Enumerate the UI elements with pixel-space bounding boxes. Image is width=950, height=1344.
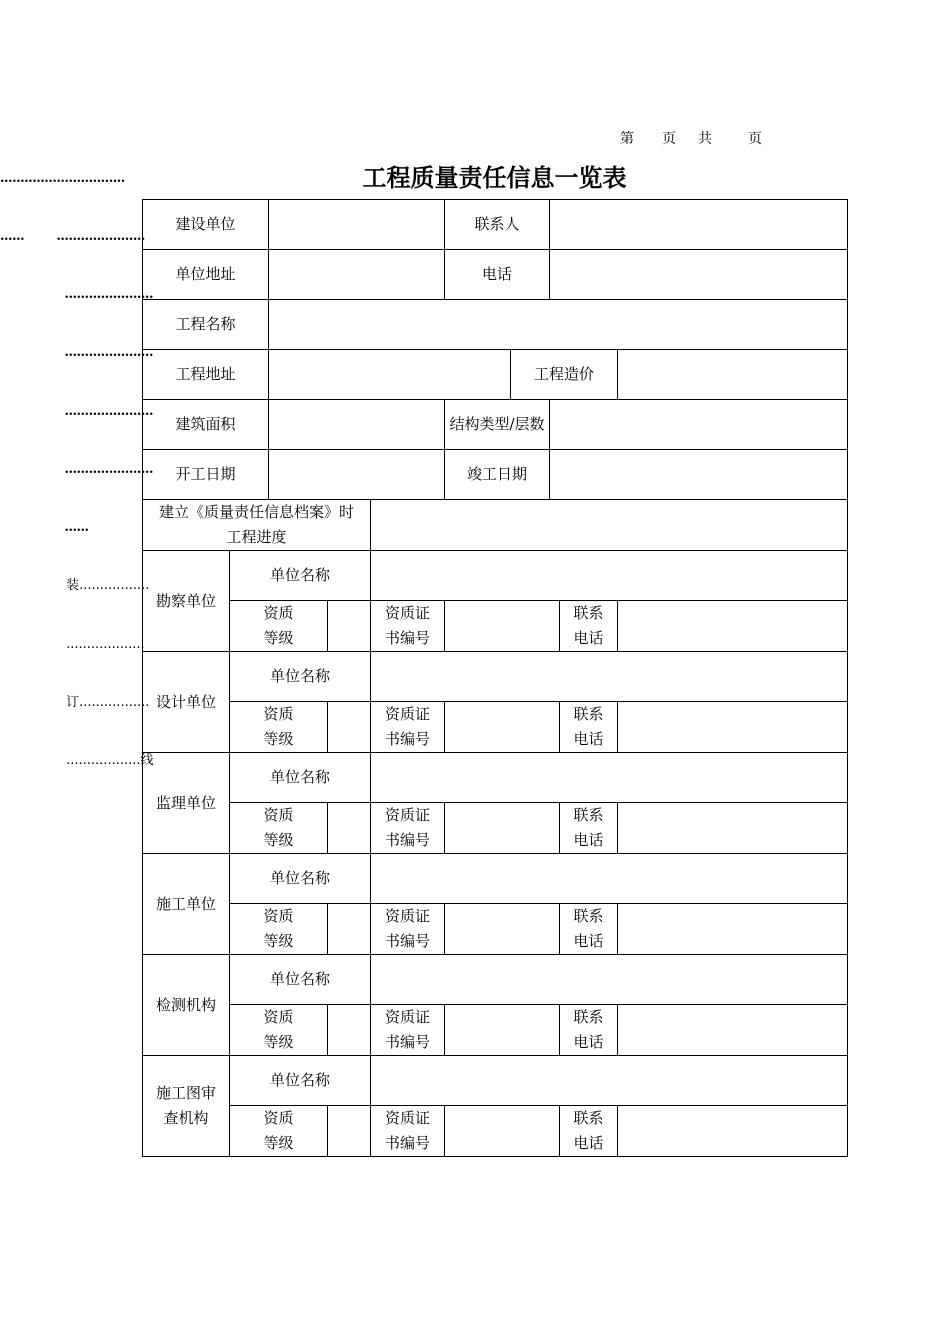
unit-name-value[interactable] — [371, 551, 848, 601]
qual-level-value[interactable] — [328, 904, 371, 955]
cert-no-line1: 资质证 — [385, 907, 431, 925]
building-area-value[interactable] — [269, 400, 445, 450]
unit-name-value[interactable] — [371, 753, 848, 803]
cert-no-line2: 书编号 — [385, 730, 431, 748]
cert-no-line2: 书编号 — [385, 629, 431, 647]
contact-phone-line2: 电话 — [573, 1033, 604, 1051]
org-name-line1: 施工单位 — [155, 894, 216, 913]
completion-date-label: 竣工日期 — [445, 450, 550, 500]
contact-phone-label — [560, 1005, 618, 1056]
unit-name-label: 单位名称 — [230, 854, 371, 904]
cert-no-line1: 资质证 — [385, 806, 431, 824]
contact-phone-value[interactable] — [618, 904, 848, 955]
org-name-construction — [143, 854, 230, 955]
start-date-value[interactable] — [269, 450, 445, 500]
unit-address-value[interactable] — [269, 250, 445, 300]
unit-name-value[interactable] — [371, 854, 848, 904]
contact-phone-line1: 联系 — [573, 1008, 604, 1026]
qual-level-value[interactable] — [328, 1005, 371, 1056]
contact-phone-value[interactable] — [618, 1005, 848, 1056]
unit-name-label: 单位名称 — [230, 1056, 371, 1106]
unit-name-value[interactable] — [371, 652, 848, 702]
qual-level-label — [230, 601, 328, 652]
qual-level-line1: 资质 — [263, 705, 294, 723]
qual-level-line1: 资质 — [263, 907, 294, 925]
qual-level-label — [230, 1106, 328, 1157]
qual-level-value[interactable] — [328, 601, 371, 652]
cert-no-label — [371, 702, 445, 753]
cert-no-value[interactable] — [445, 702, 560, 753]
org-name-design — [143, 652, 230, 753]
quality-info-table — [142, 199, 848, 1157]
qual-level-line2: 等级 — [263, 932, 294, 950]
binding-line: ...................... — [0, 287, 153, 303]
qual-level-line2: 等级 — [263, 1134, 294, 1152]
contact-phone-value[interactable] — [618, 702, 848, 753]
phone-value[interactable] — [550, 250, 848, 300]
cert-no-line2: 书编号 — [385, 932, 431, 950]
qual-level-line1: 资质 — [263, 604, 294, 622]
contact-phone-value[interactable] — [618, 601, 848, 652]
qual-level-line1: 资质 — [263, 806, 294, 824]
qual-level-label — [230, 803, 328, 854]
cert-no-line1: 资质证 — [385, 705, 431, 723]
unit-name-label: 单位名称 — [230, 551, 371, 601]
phone-label: 电话 — [445, 250, 550, 300]
cert-no-label — [371, 601, 445, 652]
contact-phone-label — [560, 904, 618, 955]
binding-line: ...... ...................... — [0, 229, 145, 245]
contact-phone-line1: 联系 — [573, 604, 604, 622]
unit-address-label: 单位地址 — [143, 250, 269, 300]
contact-phone-line1: 联系 — [573, 907, 604, 925]
org-name-supervision — [143, 753, 230, 854]
binding-line: ................... — [0, 636, 145, 652]
archive-progress-label-line2: 工程进度 — [226, 528, 287, 546]
contact-phone-line2: 电话 — [573, 629, 604, 647]
build-unit-value[interactable] — [269, 200, 445, 250]
structure-value[interactable] — [550, 400, 848, 450]
contact-phone-line2: 电话 — [573, 932, 604, 950]
qual-level-line2: 等级 — [263, 730, 294, 748]
org-name-line2: 查机构 — [163, 1109, 209, 1127]
qual-level-line2: 等级 — [263, 629, 294, 647]
binding-margin — [0, 130, 154, 790]
org-name-survey — [143, 551, 230, 652]
binding-line: ...................... — [0, 345, 153, 361]
archive-progress-value[interactable] — [371, 500, 848, 551]
unit-name-label: 单位名称 — [230, 652, 371, 702]
contact-label: 联系人 — [445, 200, 550, 250]
project-cost-label: 工程造价 — [511, 350, 618, 400]
org-name-drawing-review — [143, 1056, 230, 1157]
start-date-label: 开工日期 — [143, 450, 269, 500]
project-cost-value[interactable] — [618, 350, 848, 400]
project-name-label: 工程名称 — [143, 300, 269, 350]
qual-level-line2: 等级 — [263, 1033, 294, 1051]
page-number — [620, 128, 762, 148]
qual-level-line2: 等级 — [263, 831, 294, 849]
contact-phone-line1: 联系 — [573, 705, 604, 723]
cert-no-label — [371, 1005, 445, 1056]
contact-phone-line2: 电话 — [573, 1134, 604, 1152]
binding-line: ...................... — [0, 403, 153, 419]
project-address-value[interactable] — [269, 350, 511, 400]
org-name-line1: 检测机构 — [155, 995, 216, 1014]
structure-label: 结构类型/层数 — [445, 400, 550, 450]
unit-name-label: 单位名称 — [230, 955, 371, 1005]
org-name-line1: 施工图审 — [155, 1084, 216, 1102]
cert-no-label — [371, 904, 445, 955]
org-name-line1: 监理单位 — [155, 793, 216, 812]
org-name-line1: 设计单位 — [155, 692, 216, 711]
contact-phone-line2: 电话 — [573, 730, 604, 748]
unit-name-label: 单位名称 — [230, 753, 371, 803]
contact-phone-label — [560, 1106, 618, 1157]
qual-level-label — [230, 1005, 328, 1056]
contact-phone-value[interactable] — [618, 1106, 848, 1157]
org-name-testing — [143, 955, 230, 1056]
cert-no-label — [371, 803, 445, 854]
cert-no-value[interactable] — [445, 1106, 560, 1157]
qual-level-value[interactable] — [328, 803, 371, 854]
cert-no-label — [371, 1106, 445, 1157]
archive-progress-label — [143, 500, 371, 551]
project-address-label: 工程地址 — [143, 350, 269, 400]
binding-line-zhuang: 装................. — [0, 578, 150, 594]
cert-no-line1: 资质证 — [385, 604, 431, 622]
page-gong: 共 — [698, 131, 712, 147]
cert-no-value[interactable] — [445, 803, 560, 854]
contact-phone-label — [560, 803, 618, 854]
contact-phone-line1: 联系 — [573, 1109, 604, 1127]
binding-line: ............................... — [0, 170, 125, 186]
unit-name-value[interactable] — [371, 955, 848, 1005]
contact-value[interactable] — [550, 200, 848, 250]
org-name-line1: 勘察单位 — [155, 591, 216, 610]
contact-phone-value[interactable] — [618, 803, 848, 854]
cert-no-line2: 书编号 — [385, 1033, 431, 1051]
contact-phone-label — [560, 601, 618, 652]
page-title: 工程质量责任信息一览表 — [362, 164, 627, 192]
binding-line: ...................... — [0, 461, 153, 477]
completion-date-value[interactable] — [550, 450, 848, 500]
binding-line: ...... — [0, 520, 89, 536]
contact-phone-line1: 联系 — [573, 806, 604, 824]
contact-phone-line2: 电话 — [573, 831, 604, 849]
archive-progress-label-line1: 建立《质量责任信息档案》时 — [159, 503, 355, 521]
qual-level-value[interactable] — [328, 702, 371, 753]
cert-no-line2: 书编号 — [385, 831, 431, 849]
build-unit-label: 建设单位 — [143, 200, 269, 250]
cert-no-value[interactable] — [445, 1005, 560, 1056]
qual-level-label — [230, 904, 328, 955]
building-area-label: 建筑面积 — [143, 400, 269, 450]
page-ye: 页 — [662, 131, 676, 147]
cert-no-line1: 资质证 — [385, 1109, 431, 1127]
cert-no-value[interactable] — [445, 904, 560, 955]
cert-no-line2: 书编号 — [385, 1134, 431, 1152]
project-name-value[interactable] — [269, 300, 848, 350]
qual-level-line1: 资质 — [263, 1008, 294, 1026]
binding-line-xian: ..................线 — [0, 753, 154, 768]
qual-level-line1: 资质 — [263, 1109, 294, 1127]
binding-line-ding: 订................. — [0, 694, 150, 710]
qual-level-value[interactable] — [328, 1106, 371, 1157]
cert-no-value[interactable] — [445, 601, 560, 652]
unit-name-value[interactable] — [371, 1056, 848, 1106]
page-di: 第 — [620, 131, 634, 147]
qual-level-label — [230, 702, 328, 753]
page-ye-total: 页 — [748, 131, 762, 147]
contact-phone-label — [560, 702, 618, 753]
cert-no-line1: 资质证 — [385, 1008, 431, 1026]
